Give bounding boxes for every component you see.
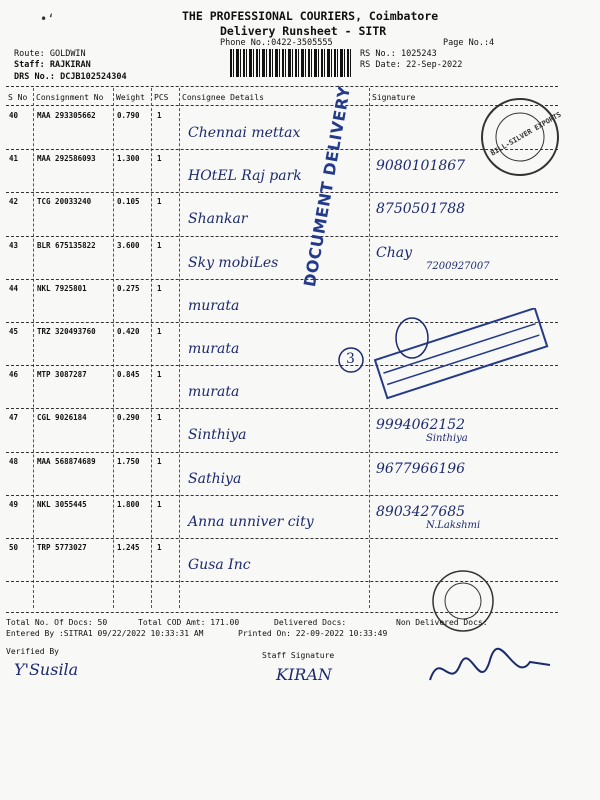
- cell-signature: 9080101867: [376, 158, 466, 175]
- cell-weight: 0.790: [117, 111, 140, 120]
- cell-sno: 40: [9, 111, 19, 120]
- cell-pcs: 1: [157, 197, 162, 207]
- drs-value: DCJB102524304: [60, 72, 127, 82]
- cell-consignment: TRZ 320493760: [37, 327, 96, 336]
- cell-weight: 1.800: [117, 499, 140, 509]
- col-consignee: Consignee Details: [182, 93, 264, 102]
- cell-pcs: 1: [157, 499, 162, 509]
- cell-consignment: NKL 7925801: [37, 283, 87, 293]
- cell-pcs: 1: [157, 413, 162, 423]
- cell-consignee: murata: [188, 297, 240, 314]
- cell-pcs: 1: [157, 456, 162, 466]
- col-sno: S No: [8, 93, 28, 102]
- company-name: THE PROFESSIONAL COURIERS, Coimbatore: [182, 9, 439, 23]
- non-delivered-docs: Non Delivered Docs:: [396, 618, 488, 627]
- route-label: Route:: [14, 49, 45, 59]
- col-consignment: Consignment No: [36, 93, 104, 102]
- cell-consignee: Shankar: [188, 211, 248, 228]
- cell-signature-note: 7200927007: [426, 260, 490, 272]
- cell-consignment: NKL 3055445: [37, 499, 87, 509]
- cell-sno: 45: [9, 327, 19, 336]
- cell-consignment: MTP 3087287: [37, 370, 87, 380]
- cell-consignment: MAA 292586093: [37, 154, 96, 164]
- cell-pcs: 1: [157, 327, 162, 336]
- entered-by: Entered By :SITRA1 09/22/2022 10:33:31 AM: [6, 629, 204, 638]
- cell-pcs: 1: [157, 370, 162, 380]
- cell-consignee: HOtEL Raj park: [188, 168, 302, 185]
- cell-weight: 0.420: [117, 327, 140, 336]
- cell-pcs: 1: [157, 111, 162, 120]
- cell-sno: 49: [9, 499, 19, 509]
- table-header-rule: [6, 105, 558, 106]
- rs-date-label: RS Date:: [360, 60, 401, 70]
- cell-pcs: 1: [157, 543, 162, 552]
- delivered-docs: Delivered Docs:: [274, 618, 347, 627]
- cell-consignee: Gusa Inc: [188, 557, 251, 573]
- cell-sno: 42: [9, 197, 19, 207]
- table-row: [6, 193, 558, 236]
- circled-number-text: 3: [346, 351, 355, 367]
- cell-consignment: TRP 5773027: [37, 543, 87, 552]
- cell-sno: 48: [9, 456, 19, 466]
- cell-consignment: MAA 293305662: [37, 111, 96, 120]
- sheet-title: Delivery Runsheet - SITR: [220, 24, 387, 38]
- route-field: [14, 49, 86, 59]
- cell-weight: 0.275: [117, 283, 140, 293]
- cell-weight: 0.105: [117, 197, 140, 207]
- page-number: Page No.:4: [443, 38, 495, 48]
- cell-consignee: Chennai mettax: [188, 125, 301, 141]
- col-weight: Weight: [116, 93, 145, 102]
- table-top-rule: [6, 86, 558, 87]
- cell-consignee: Sky mobiLes: [188, 254, 279, 271]
- staff-sign: KIRAN: [276, 665, 332, 684]
- route-value: GOLDWIN: [49, 49, 86, 59]
- verified-by-sign: Y'Susila: [14, 660, 79, 679]
- col-pcs: PCS: [154, 93, 169, 102]
- cell-sno: 44: [9, 283, 19, 293]
- table-row: [6, 409, 558, 452]
- cell-consignee: murata: [188, 384, 240, 401]
- cell-consignment: BLR 675135822: [37, 240, 96, 250]
- cell-pcs: 1: [157, 154, 162, 164]
- barcode: [230, 49, 352, 77]
- cell-consignee: Anna unniver city: [188, 513, 314, 530]
- rs-date-value: 22-Sep-2022: [406, 60, 463, 70]
- handwritten-signature: [420, 640, 560, 700]
- cell-pcs: 1: [157, 283, 162, 293]
- cell-signature: 8750501788: [376, 201, 466, 218]
- seal-text: BILL-SILVER EXPORTS: [489, 110, 563, 158]
- cell-consignee: murata: [188, 341, 240, 357]
- cell-signature: 9994062152: [376, 417, 466, 434]
- cell-sno: 47: [9, 413, 19, 423]
- cell-consignee: Sinthiya: [188, 427, 247, 444]
- table-row: [6, 453, 558, 496]
- phone-number: Phone No.:0422-3505555: [220, 38, 333, 48]
- printed-on: Printed On: 22-09-2022 10:33:49: [238, 629, 388, 638]
- cell-consignment: TCG 20033240: [37, 197, 92, 207]
- cell-weight: 0.290: [117, 413, 140, 423]
- cell-weight: 3.600: [117, 240, 140, 250]
- cell-sno: 50: [9, 543, 19, 552]
- rs-no-label: RS No.:: [360, 49, 396, 59]
- cell-weight: 1.245: [117, 543, 140, 552]
- cell-weight: 0.845: [117, 370, 140, 380]
- cell-signature-note: N.Lakshmi: [426, 519, 481, 531]
- total-cod: Total COD Amt: 171.00: [138, 618, 240, 627]
- total-docs: Total No. Of Docs: 50: [6, 618, 108, 627]
- cell-signature: 8903427685: [376, 503, 466, 520]
- cell-signature-note: Sinthiya: [426, 433, 468, 445]
- rs-date-field: [360, 60, 462, 70]
- table-row: [6, 150, 558, 193]
- rs-no-value: 1025243: [400, 49, 437, 59]
- table-row: [6, 496, 558, 539]
- cell-sno: 43: [9, 240, 19, 250]
- table-row: [6, 237, 558, 280]
- cell-pcs: 1: [157, 240, 162, 250]
- cell-weight: 1.750: [117, 456, 140, 466]
- cell-consignee: Sathiya: [188, 470, 242, 487]
- verified-by-label: Verified By: [6, 647, 59, 656]
- drs-label: DRS No.:: [14, 72, 55, 82]
- rs-no-field: [360, 49, 437, 59]
- blurred-rubber-stamp: [372, 308, 552, 403]
- cell-consignment: MAA 568874689: [37, 456, 96, 466]
- staff-signature-label: Staff Signature: [262, 651, 335, 660]
- drs-field: [14, 72, 127, 82]
- cell-weight: 1.300: [117, 154, 140, 164]
- cell-sno: 46: [9, 370, 19, 380]
- footer-top-rule: [6, 612, 558, 613]
- cell-sno: 41: [9, 154, 19, 164]
- document-delivery-stamp: DOCUMENT DELIVERY: [300, 84, 355, 289]
- corner-mark: •‘: [40, 12, 55, 26]
- cell-signature: 9677966196: [376, 460, 466, 477]
- staff-value: RAJKIRAN: [49, 60, 91, 70]
- table-row: [6, 107, 558, 150]
- staff-label: Staff:: [14, 60, 45, 70]
- cell-consignment: CGL 9026184: [37, 413, 87, 423]
- col-signature: Signature: [372, 93, 416, 102]
- cell-signature: Chay: [376, 244, 412, 261]
- staff-field: [14, 60, 91, 70]
